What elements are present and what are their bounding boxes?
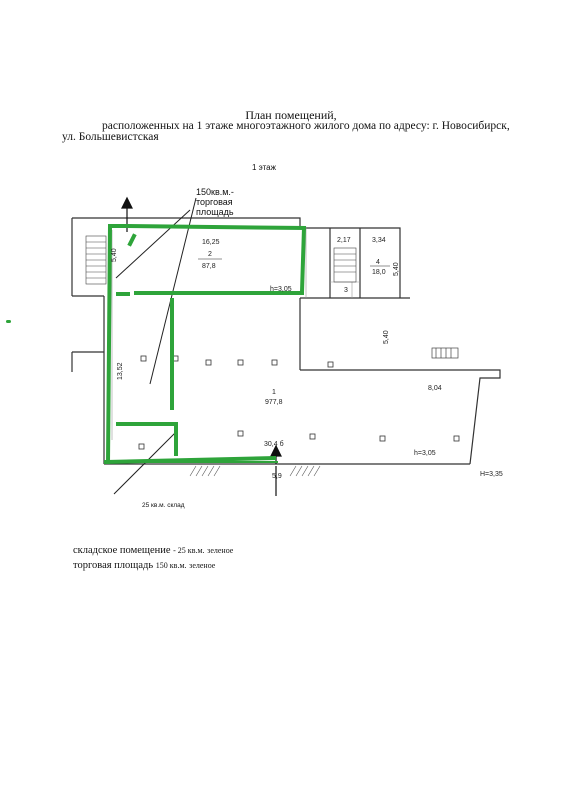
dim-540-left: 5,40 (111, 248, 118, 262)
room1-num: 1 (272, 389, 276, 396)
dim-334: 3,34 (372, 237, 386, 244)
legend-retail-color: зеленое (189, 561, 216, 570)
legend-storage-label: складское помещение (73, 545, 171, 556)
legend-storage-color: зеленое (207, 546, 234, 555)
dim-540-r: 5,40 (393, 262, 400, 276)
dim-3046: 30,4 б (264, 441, 284, 448)
address-line-2: ул. Большевистская (62, 131, 159, 143)
retail-area-note: 150кв.м.-торговая площадь (196, 187, 234, 217)
room4-total: 18,0 (372, 269, 386, 276)
hatching (190, 466, 320, 476)
address-line-1: расположенных на 1 этаже многоэтажного жилого дома по адресу: г. Новосибирск, (102, 120, 510, 132)
room2-total: 87,8 (202, 263, 216, 270)
ramp (432, 348, 458, 358)
legend-retail-area: 150 кв.м. (155, 561, 187, 570)
h-top: h=3,05 (270, 286, 292, 293)
legend-storage-area: - 25 кв.м. (173, 546, 205, 555)
room4-num: 4 (376, 259, 380, 266)
dim-540-mid: 5,40 (383, 330, 390, 344)
legend-retail (73, 560, 215, 571)
dim-217: 2,17 (337, 237, 351, 244)
leader-lines (114, 198, 196, 494)
elevation-mark: H=3,35 (480, 471, 503, 478)
room2-num: 2 (208, 251, 212, 258)
room2-area: 16,25 (202, 239, 220, 246)
dim-804: 8,04 (428, 385, 442, 392)
building-walls (72, 218, 500, 464)
legend-storage (73, 545, 233, 556)
staircase-left (86, 236, 106, 284)
h-bottom: h=3,05 (414, 450, 436, 457)
green-mark (6, 320, 11, 323)
legend-retail-label: торговая площадь (73, 560, 154, 571)
room3-num: 3 (344, 287, 348, 294)
highlight-outline (106, 226, 304, 462)
storage-area-note: 25 кв.м. склад (142, 502, 185, 509)
dim-1352: 13,52 (117, 362, 124, 380)
staircase-right (334, 248, 356, 282)
floor-label: 1 этаж (252, 163, 276, 172)
dim-59: 5,9 (272, 473, 282, 480)
room1-total: 977,8 (265, 399, 283, 406)
inner-lines (112, 228, 360, 440)
plan-title: План помещений, (245, 108, 337, 122)
